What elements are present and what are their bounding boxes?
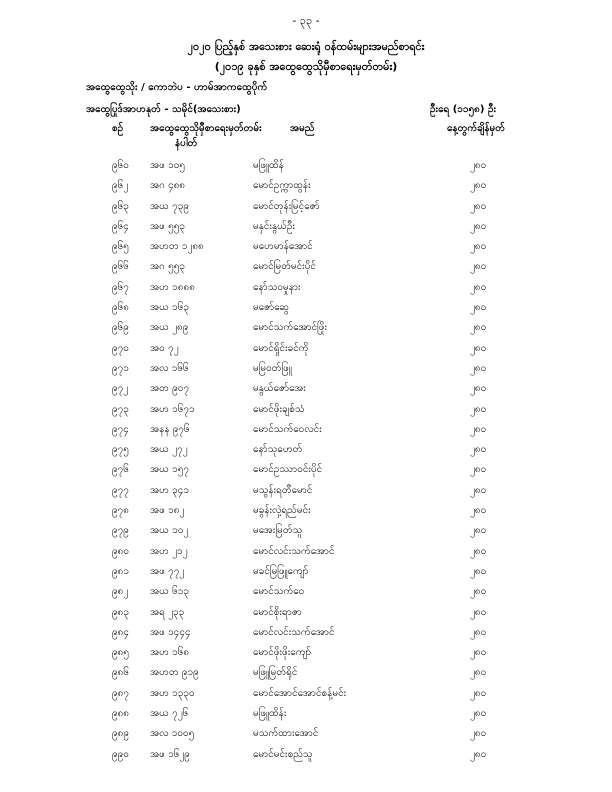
header-no: စဉ်: [112, 123, 124, 134]
table-row: [0, 564, 612, 584]
row-name: မောင်သက်ဝေလင်း: [253, 423, 322, 435]
table-row: [0, 178, 612, 198]
row-registration: အဖ ၁၄၄၄: [150, 626, 191, 638]
record-table: [0, 158, 612, 767]
row-name: မောင်ဥက္ကာထွန်း: [253, 180, 311, 192]
row-amount: ၂၈၀: [470, 444, 487, 456]
row-name: မောင်ရှိုင်းခင်ကို: [253, 342, 309, 354]
table-row: [0, 665, 612, 685]
row-registration: အဟ ၃၄၁: [150, 484, 190, 496]
table-row: [0, 320, 612, 340]
row-registration: အယ ၁၅၇: [150, 464, 189, 476]
table-row: [0, 462, 612, 482]
row-registration: အဖ ၅၅၃: [150, 220, 185, 232]
header-registration: အထွေထွေသိုမှီစာရေးမှတ်တမ်း: [150, 123, 262, 134]
row-amount: ၂၈၀: [470, 281, 487, 293]
row-amount: ၂၈၀: [470, 647, 487, 659]
table-row: [0, 361, 612, 381]
row-amount: ၂၈၀: [470, 728, 487, 740]
page-number: - ၃၃ -: [292, 14, 320, 27]
table-row: [0, 199, 612, 219]
row-registration: အလ ၁၆၆: [150, 362, 189, 374]
document-title: ၂၀၂၀ ပြည့်နှစ် အသေးစား ဆေးရုံ ဝန်ထမ်းများအမည်စာရင်း: [187, 40, 425, 53]
table-row: [0, 239, 612, 259]
row-number: ၉၇၇: [112, 484, 129, 496]
row-name: မနှင်းနွယ်ဦး: [253, 220, 295, 232]
row-name: မဖြူထိန်: [253, 160, 284, 171]
row-number: ၉၇၈: [112, 505, 129, 517]
table-row: [0, 422, 612, 442]
row-number: ၉၇၅: [112, 444, 129, 456]
row-registration: အဟတ ၁၂၈၈: [150, 241, 204, 253]
table-row: [0, 503, 612, 523]
row-amount: ၂၈၀: [470, 606, 487, 618]
row-amount: ၂၈၀: [470, 565, 487, 577]
row-registration: အရ ၂၃၃: [150, 606, 185, 618]
row-amount: ၂၈၀: [470, 322, 487, 334]
row-amount: ၂၈၀: [470, 302, 487, 314]
row-name: မောင်စိုးရာဇာ: [253, 606, 302, 618]
table-row: [0, 259, 612, 279]
row-name: မောင်ဥဿာဝင်းပိုင်: [253, 464, 323, 476]
table-row: [0, 747, 612, 767]
row-registration: အယ ၂၇၂: [150, 444, 188, 456]
total-count: ဦးရေ (၁၁၅၈) ဦး: [430, 104, 497, 115]
row-name: မအေးမြတ်သူ: [253, 525, 303, 537]
row-number: ၉၈၂: [112, 586, 129, 598]
row-amount: ၂၈၀: [470, 403, 487, 415]
row-registration: အလ ၁၀၀၅: [150, 728, 195, 740]
row-registration: အယ ၆၁၃: [150, 586, 189, 598]
row-number: ၉၇၀: [112, 342, 129, 354]
row-registration: အဖ ၁၀၅: [150, 160, 185, 171]
table-row: [0, 686, 612, 706]
row-name: မောင်မင်းစည်သူ: [253, 748, 313, 760]
row-amount: ၂၈၀: [470, 464, 487, 476]
row-number: ၉၈၆: [112, 667, 129, 679]
table-row: [0, 544, 612, 564]
header-name: အမည်: [290, 123, 315, 134]
row-registration: အဖ ၁၆၂၉: [150, 748, 190, 760]
row-registration: အဟ ၁၃၃၀: [150, 687, 195, 699]
row-amount: ၂၈၀: [470, 362, 487, 374]
row-registration: အဟ ၁၈၈၈: [150, 281, 195, 293]
row-registration: အယ ၁၆၃: [150, 302, 189, 314]
document-subtitle: (၂၀၁၉ ခုနှစ် အထွေထွေသိုမှီစာရေးမှတ်တမ်း): [214, 60, 398, 73]
table-row: [0, 584, 612, 604]
table-row: [0, 158, 612, 178]
row-registration: အဟတ ၉၁၉: [150, 667, 199, 679]
row-registration: အဟ ၂၁၂: [150, 545, 188, 557]
row-amount: ၂၈၀: [470, 626, 487, 638]
row-name: မသက်ထားအောင်: [253, 728, 319, 740]
row-amount: ၂၈၀: [470, 261, 487, 273]
row-registration: အယ ၁၀၂: [150, 525, 189, 537]
row-name: မဖြူမြတ်ရိုင်: [253, 667, 298, 679]
row-amount: ၂၈၀: [470, 160, 487, 171]
row-amount: ၂၈၀: [470, 687, 487, 699]
row-number: ၉၆၃: [112, 200, 129, 212]
table-row: [0, 726, 612, 746]
table-row: [0, 605, 612, 625]
row-number: ၉၆၆: [112, 261, 129, 273]
header-amount: နေ့တွက်ချိန်မှတ်: [447, 123, 505, 134]
row-name: မောင်သက်အောင်ဖြိုး: [253, 322, 328, 334]
row-registration: အဖ ၁၈၂: [150, 505, 185, 517]
row-number: ၉၇၉: [112, 525, 129, 537]
row-number: ၉၉၀: [112, 748, 129, 760]
table-row: [0, 645, 612, 665]
row-amount: ၂၈၀: [470, 545, 487, 557]
meta-line-1: အထွေထွေသိုး / ကောဘဲပ - ဟာမ်အာကထွေပိုက်: [86, 82, 268, 93]
row-name: နော်သုဟေတ်: [253, 444, 303, 456]
row-number: ၉၆၇: [112, 281, 129, 293]
row-registration: အယ ၇၃၉: [150, 200, 189, 212]
row-number: ၉၈၃: [112, 606, 129, 618]
row-amount: ၂၈၀: [470, 383, 487, 395]
table-row: [0, 442, 612, 462]
row-amount: ၂၈၀: [470, 423, 487, 435]
row-amount: ၂၈၀: [470, 667, 487, 679]
row-amount: ၂၈၀: [470, 586, 487, 598]
row-name: မောင်တုန်းမြင့်ဇော်: [253, 200, 320, 212]
table-row: [0, 483, 612, 503]
row-name: မနွယ်ဇော်အေး: [253, 383, 306, 395]
row-number: ၉၇၃: [112, 403, 129, 415]
table-row: [0, 300, 612, 320]
row-number: ၉၇၂: [112, 383, 129, 395]
row-amount: ၂၈၀: [470, 505, 487, 517]
row-amount: ၂၈၀: [470, 748, 487, 760]
row-registration: အနန ၉၇၆: [150, 423, 190, 435]
table-row: [0, 706, 612, 726]
row-registration: အဂ ၄၈၈: [150, 180, 186, 192]
meta-line-2: အထွေပြုဒ်အာဟနုတ် - သမိုင်(အသေးစား): [86, 104, 241, 115]
row-amount: ၂၈၀: [470, 241, 487, 253]
table-row: [0, 625, 612, 645]
table-row: [0, 402, 612, 422]
row-registration: အဂ ၅၅၃: [150, 261, 185, 273]
row-number: ၉၈၉: [112, 728, 129, 740]
row-number: ၉၈၀: [112, 545, 129, 557]
row-number: ၉၈၅: [112, 647, 129, 659]
header-registration-sub: နံပါတ်: [175, 138, 198, 149]
table-row: [0, 341, 612, 361]
row-name: မောင်ဖိုးချစ်သံ: [253, 403, 305, 415]
row-number: ၉၇၁: [112, 362, 129, 374]
row-number: ၉၇၆: [112, 464, 129, 476]
row-name: မမြဝတ်ဖြူ: [253, 362, 292, 374]
row-number: ၉၈၇: [112, 687, 129, 699]
row-amount: ၂၈၀: [470, 200, 487, 212]
row-name: မခင်မြဖြူကျော်: [253, 565, 309, 577]
row-amount: ၂၈၀: [470, 180, 487, 192]
row-name: နော်သဝမှုနား: [253, 281, 301, 293]
row-amount: ၂၈၀: [470, 342, 487, 354]
row-name: မောင်လင်းသက်အောင်: [253, 626, 335, 638]
row-name: မောင်သက်ဝေ: [253, 586, 305, 598]
row-registration: အဟ ၁၆၇၁: [150, 403, 195, 415]
row-registration: အတ ၉၀၇: [150, 383, 189, 395]
table-row: [0, 523, 612, 543]
row-amount: ၂၈၀: [470, 708, 487, 720]
row-number: ၉၆၀: [112, 160, 129, 171]
row-name: မောင်အောင်အောင်စန့်မင်း: [253, 687, 347, 699]
row-number: ၉၆၄: [112, 220, 129, 232]
table-row: [0, 381, 612, 401]
row-name: မဇော်ဆွေ: [253, 302, 289, 314]
row-number: ၉၆၈: [112, 302, 129, 314]
table-row: [0, 280, 612, 300]
row-registration: အဝ ၇၂: [150, 342, 179, 354]
row-registration: အယ ၇၂၆: [150, 708, 189, 720]
row-name: မောင်မြတ်မင်းပိုင်: [253, 261, 316, 273]
row-amount: ၂၈၀: [470, 220, 487, 232]
table-row: [0, 219, 612, 239]
row-number: ၉၆၉: [112, 322, 129, 334]
row-amount: ၂၈၀: [470, 525, 487, 537]
row-number: ၉၆၂: [112, 180, 129, 192]
row-name: မသွန်းရတီမောင်: [253, 484, 313, 496]
row-registration: အယ ၂၈၉: [150, 322, 189, 334]
row-number: ၉၆၅: [112, 241, 129, 253]
row-amount: ၂၈၀: [470, 484, 487, 496]
row-number: ၉၈၄: [112, 626, 129, 638]
row-name: မောင်လင်းသက်အောင်: [253, 545, 335, 557]
row-name: မောင်ဖိုးဖိုးကျော်: [253, 647, 312, 659]
row-name: မဟေမာန်အောင်: [253, 241, 313, 253]
row-name: မခွန်းလှဲ့ရည်မင်း: [253, 505, 311, 517]
row-name: မဖြူထိန်း: [253, 708, 287, 720]
row-registration: အဟ ၁၆၈: [150, 647, 190, 659]
row-number: ၉၈၁: [112, 565, 129, 577]
row-number: ၉၇၄: [112, 423, 129, 435]
row-number: ၉၈၈: [112, 708, 130, 720]
row-registration: အဖ ၇၇၂: [150, 565, 185, 577]
